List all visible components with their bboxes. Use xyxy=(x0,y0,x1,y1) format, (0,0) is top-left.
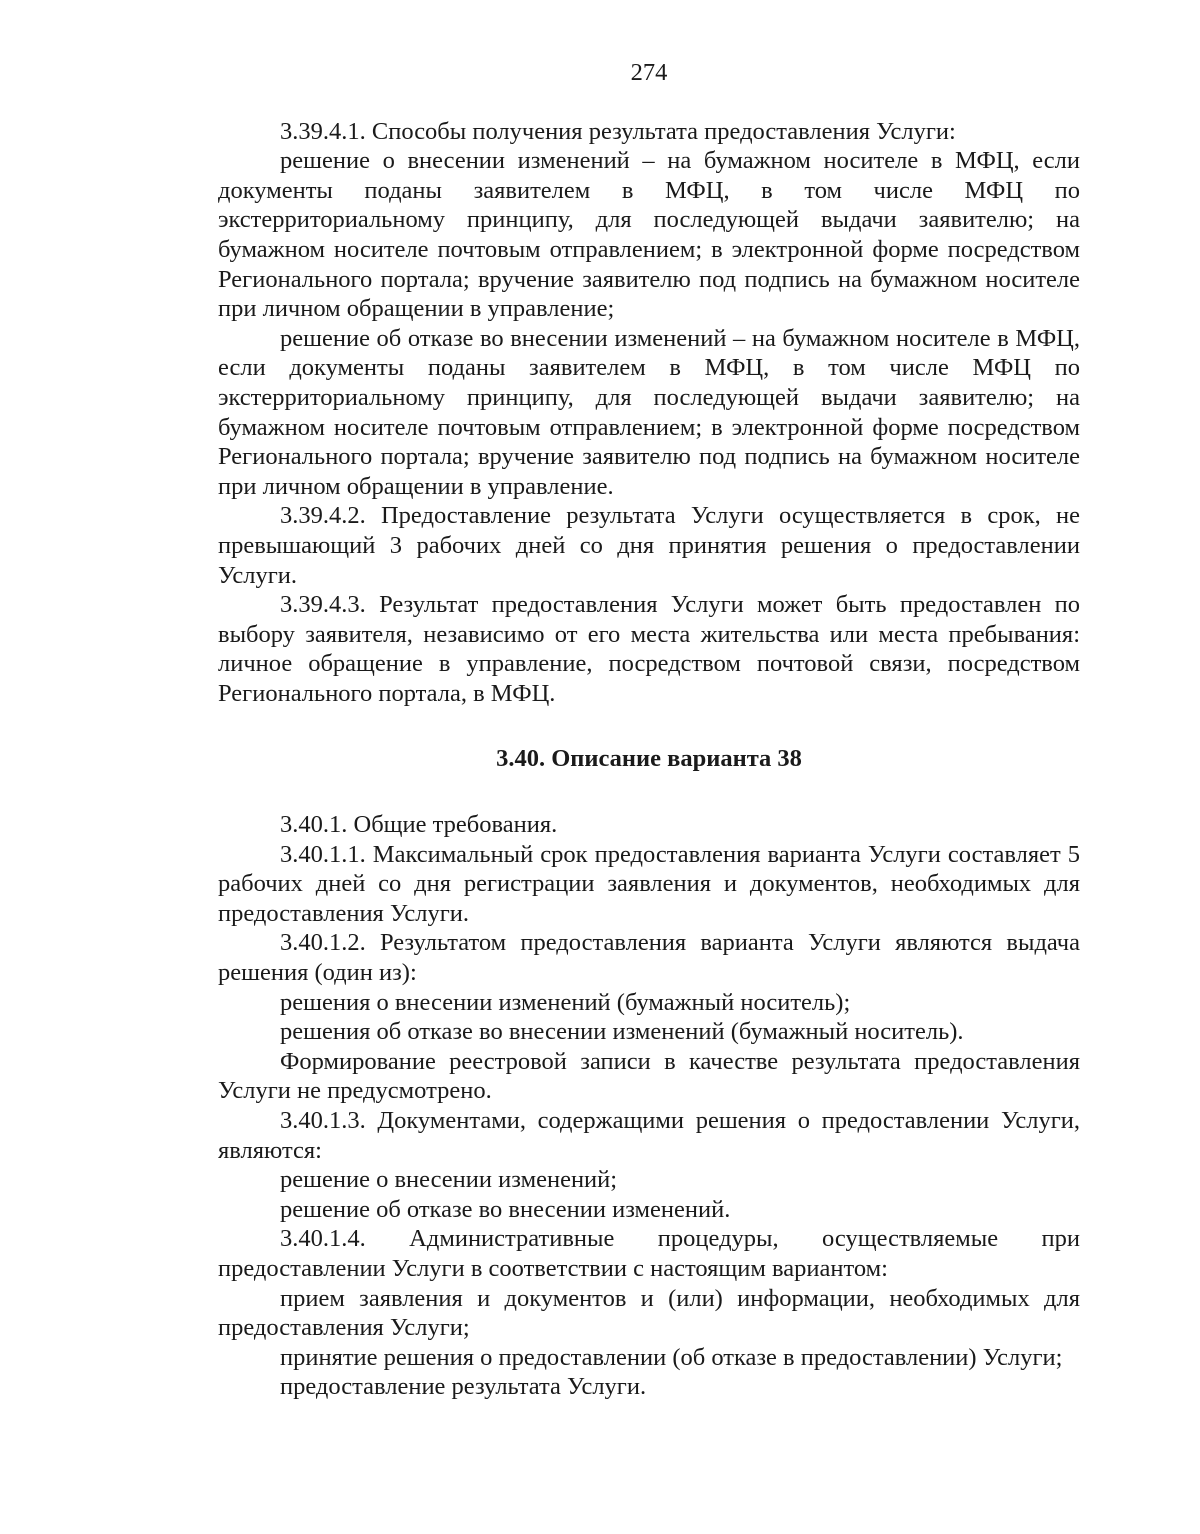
paragraph: 3.39.4.2. Предоставление результата Услуги осуществляется в срок, не превышающий 3 рабочих дней со дня принятия решения о предоставлении Услуги. xyxy=(218,502,1080,589)
paragraph: 3.40.1.4. Административные процедуры, осуществляемые при предоставлении Услуги в соответствии с настоящим вариантом: xyxy=(218,1225,1080,1282)
paragraph: предоставление результата Услуги. xyxy=(280,1373,647,1401)
paragraph: решение об отказе во внесении изменений – на бумажном носителе в МФЦ, если документы поданы заявителем в МФЦ, в том числе МФЦ по экстерриториальному принципу, для последующей выдачи заявителю; на бумажном носителе почтовым отправлением; в электронной форме посредством Регионального портала; вручение заявителю под подпись на бумажном носителе при личном обращении в управление. xyxy=(218,324,1080,500)
paragraph: 3.40.1.2. Результатом предоставления варианта Услуги являются выдача решения (один из): xyxy=(218,929,1080,987)
paragraph: решение о внесении изменений; xyxy=(280,1166,618,1194)
document-page xyxy=(218,58,1080,1402)
page-number: 274 xyxy=(630,59,668,86)
section-heading: 3.40. Описание варианта 38 xyxy=(496,745,802,773)
paragraph: 3.39.4.1. Способы получения результата предоставления Услуги: xyxy=(280,117,956,145)
paragraph: решения об отказе во внесении изменений (бумажный носитель). xyxy=(280,1018,964,1046)
paragraph: 3.40.1. Общие требования. xyxy=(280,811,558,839)
paragraph: решения о внесении изменений (бумажный носитель); xyxy=(280,988,851,1016)
paragraph: 3.40.1.1. Максимальный срок предоставления варианта Услуги составляет 5 рабочих дней со дня регистрации заявления и документов, необходимых для предоставления Услуги. xyxy=(218,840,1080,927)
paragraph: прием заявления и документов и (или) информации, необходимых для предоставления Услуги; xyxy=(218,1284,1080,1342)
paragraph: 3.39.4.3. Результат предоставления Услуги может быть предоставлен по выбору заявителя, независимо от его места жительства или места пребывания: личное обращение в управление, посредством почтовой связи, посредством Регионального портала, в МФЦ. xyxy=(218,591,1080,707)
paragraph: Формирование реестровой записи в качестве результата предоставления Услуги не предусмотрено. xyxy=(218,1047,1080,1105)
paragraph: решение о внесении изменений – на бумажном носителе в МФЦ, если документы поданы заявителем в МФЦ, в том числе МФЦ по экстерриториальному принципу, для последующей выдачи заявителю; на бумажном носителе почтовым отправлением; в электронной форме посредством Регионального портала; вручение заявителю под подпись на бумажном носителе при личном обращении в управление; xyxy=(218,147,1080,323)
paragraph: 3.40.1.3. Документами, содержащими решения о предоставлении Услуги, являются: xyxy=(218,1107,1080,1164)
paragraph: принятие решения о предоставлении (об отказе в предоставлении) Услуги; xyxy=(280,1343,1063,1371)
paragraph: решение об отказе во внесении изменений. xyxy=(280,1195,731,1223)
